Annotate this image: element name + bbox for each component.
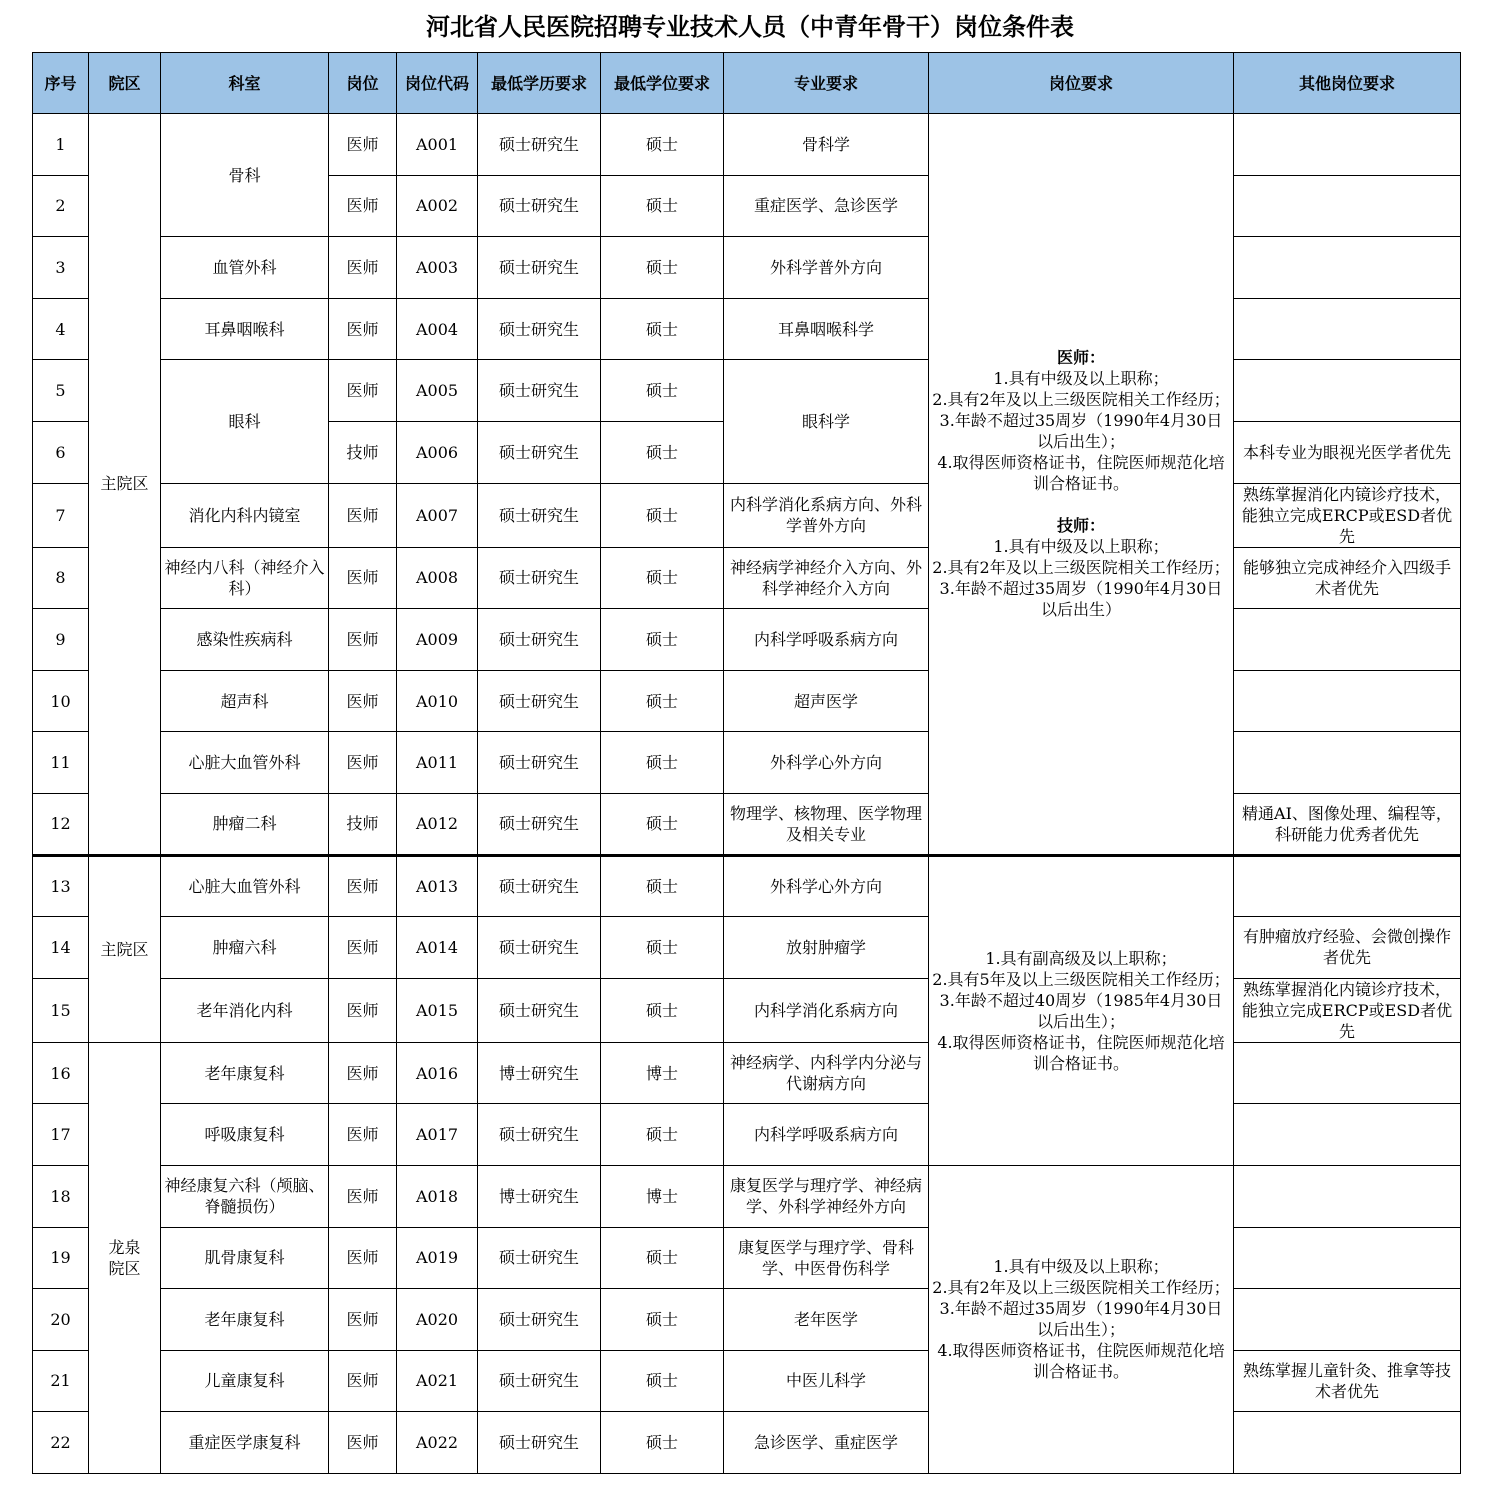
cell-other: 有肿瘤放疗经验、会微创操作者优先 xyxy=(1234,917,1461,979)
header-degree: 最低学位要求 xyxy=(601,53,724,114)
cell-major: 内科学消化系病方向、外科学普外方向 xyxy=(724,483,929,547)
cell-major: 外科学普外方向 xyxy=(724,237,929,299)
cell-dept: 呼吸康复科 xyxy=(161,1104,329,1166)
req-line: 3.年龄不超过35周岁（1990年4月30日以后出生）； xyxy=(939,1299,1223,1340)
cell-dept: 心脏大血管外科 xyxy=(161,855,329,917)
req-line: 1.具有副高级及以上职称； xyxy=(985,948,1177,968)
position-table xyxy=(32,52,1461,1474)
cell-education: 硕士研究生 xyxy=(478,1289,601,1351)
header-campus: 院区 xyxy=(89,53,161,114)
cell-position: 医师 xyxy=(329,483,397,547)
table-row xyxy=(33,114,1461,176)
cell-dept: 肿瘤六科 xyxy=(161,917,329,979)
cell-degree: 硕士 xyxy=(601,732,724,794)
req-line: 2.具有5年及以上三级医院相关工作经历； xyxy=(932,969,1230,989)
cell-education: 硕士研究生 xyxy=(478,855,601,917)
cell-other: 本科专业为眼视光医学者优先 xyxy=(1234,421,1461,483)
cell-dept: 神经内八科（神经介入科） xyxy=(161,547,329,609)
cell-dept: 骨科 xyxy=(161,114,329,237)
cell-no: 22 xyxy=(33,1412,89,1474)
req-line: 3.年龄不超过35周岁（1990年4月30日以后出生） xyxy=(939,579,1223,620)
header-major: 专业要求 xyxy=(724,53,929,114)
table-row xyxy=(33,298,1461,360)
cell-no: 17 xyxy=(33,1104,89,1166)
cell-position: 医师 xyxy=(329,1227,397,1289)
cell-no: 1 xyxy=(33,114,89,176)
cell-degree: 硕士 xyxy=(601,917,724,979)
table-row xyxy=(33,1165,1461,1227)
cell-degree: 硕士 xyxy=(601,1412,724,1474)
req-spacer xyxy=(932,494,1230,515)
table-row xyxy=(33,1104,1461,1166)
cell-no: 6 xyxy=(33,421,89,483)
cell-dept: 肌骨康复科 xyxy=(161,1227,329,1289)
cell-no: 14 xyxy=(33,917,89,979)
cell-dept: 神经康复六科（颅脑、脊髓损伤） xyxy=(161,1165,329,1227)
cell-other: 熟练掌握消化内镜诊疗技术，能独立完成ERCP或ESD者优先 xyxy=(1234,483,1461,547)
req-line: 3.年龄不超过35周岁（1990年4月30日以后出生）； xyxy=(939,411,1223,452)
cell-code: A004 xyxy=(397,298,478,360)
cell-degree: 硕士 xyxy=(601,237,724,299)
cell-education: 硕士研究生 xyxy=(478,732,601,794)
table-row xyxy=(33,670,1461,732)
cell-no: 18 xyxy=(33,1165,89,1227)
cell-education: 硕士研究生 xyxy=(478,237,601,299)
cell-requirements-group2 xyxy=(929,855,1234,1165)
cell-no: 4 xyxy=(33,298,89,360)
cell-no: 20 xyxy=(33,1289,89,1351)
header-code: 岗位代码 xyxy=(397,53,478,114)
cell-no: 12 xyxy=(33,793,89,855)
cell-code: A017 xyxy=(397,1104,478,1166)
cell-campus: 龙泉院区 xyxy=(89,1042,161,1473)
cell-major: 康复医学与理疗学、神经病学、外科学神经外方向 xyxy=(724,1165,929,1227)
cell-major: 内科学呼吸系病方向 xyxy=(724,609,929,671)
cell-major: 放射肿瘤学 xyxy=(724,917,929,979)
cell-position: 医师 xyxy=(329,237,397,299)
cell-code: A001 xyxy=(397,114,478,176)
cell-dept: 感染性疾病科 xyxy=(161,609,329,671)
cell-major: 内科学呼吸系病方向 xyxy=(724,1104,929,1166)
cell-dept: 重症医学康复科 xyxy=(161,1412,329,1474)
cell-position: 技师 xyxy=(329,421,397,483)
cell-code: A011 xyxy=(397,732,478,794)
cell-requirements-group3 xyxy=(929,1165,1234,1473)
cell-other: 熟练掌握消化内镜诊疗技术，能独立完成ERCP或ESD者优先 xyxy=(1234,978,1461,1042)
cell-degree: 博士 xyxy=(601,1042,724,1104)
cell-code: A019 xyxy=(397,1227,478,1289)
cell-position: 医师 xyxy=(329,670,397,732)
cell-other xyxy=(1234,732,1461,794)
cell-education: 硕士研究生 xyxy=(478,114,601,176)
cell-other xyxy=(1234,1165,1461,1227)
cell-position: 医师 xyxy=(329,298,397,360)
cell-code: A022 xyxy=(397,1412,478,1474)
cell-degree: 硕士 xyxy=(601,978,724,1042)
cell-campus: 主院区 xyxy=(89,855,161,1042)
cell-education: 硕士研究生 xyxy=(478,917,601,979)
cell-other xyxy=(1234,1412,1461,1474)
req-line: 4.取得医师资格证书，住院医师规范化培训合格证书。 xyxy=(937,1341,1225,1382)
req-line: 4.取得医师资格证书，住院医师规范化培训合格证书。 xyxy=(937,1032,1225,1073)
cell-position: 技师 xyxy=(329,793,397,855)
cell-other xyxy=(1234,114,1461,176)
cell-code: A020 xyxy=(397,1289,478,1351)
cell-degree: 硕士 xyxy=(601,114,724,176)
req-line: 1.具有中级及以上职称； xyxy=(993,537,1169,557)
table-row xyxy=(33,1042,1461,1104)
cell-code: A003 xyxy=(397,237,478,299)
cell-education: 硕士研究生 xyxy=(478,670,601,732)
cell-education: 硕士研究生 xyxy=(478,483,601,547)
cell-position: 医师 xyxy=(329,1350,397,1412)
cell-major: 外科学心外方向 xyxy=(724,732,929,794)
table-header-row xyxy=(33,53,1461,114)
cell-position: 医师 xyxy=(329,1412,397,1474)
table-row xyxy=(33,609,1461,671)
cell-other xyxy=(1234,1289,1461,1351)
cell-other xyxy=(1234,609,1461,671)
req-doctor-heading: 医师： xyxy=(1056,348,1105,368)
cell-degree: 硕士 xyxy=(601,547,724,609)
cell-code: A007 xyxy=(397,483,478,547)
cell-education: 硕士研究生 xyxy=(478,421,601,483)
cell-other: 能够独立完成神经介入四级手术者优先 xyxy=(1234,547,1461,609)
table-row xyxy=(33,483,1461,547)
cell-degree: 硕士 xyxy=(601,421,724,483)
cell-education: 硕士研究生 xyxy=(478,1350,601,1412)
cell-education: 硕士研究生 xyxy=(478,1104,601,1166)
cell-position: 医师 xyxy=(329,175,397,237)
cell-other xyxy=(1234,670,1461,732)
cell-no: 13 xyxy=(33,855,89,917)
table-row xyxy=(33,978,1461,1042)
header-dept: 科室 xyxy=(161,53,329,114)
cell-education: 硕士研究生 xyxy=(478,175,601,237)
cell-code: A015 xyxy=(397,978,478,1042)
cell-code: A014 xyxy=(397,917,478,979)
page-title: 河北省人民医院招聘专业技术人员（中青年骨干）岗位条件表 xyxy=(426,13,1074,41)
cell-position: 医师 xyxy=(329,609,397,671)
cell-position: 医师 xyxy=(329,547,397,609)
cell-major: 神经病学、内科学内分泌与代谢病方向 xyxy=(724,1042,929,1104)
req-line: 1.具有中级及以上职称； xyxy=(993,369,1169,389)
cell-education: 硕士研究生 xyxy=(478,547,601,609)
cell-position: 医师 xyxy=(329,1104,397,1166)
cell-education: 博士研究生 xyxy=(478,1042,601,1104)
cell-major: 康复医学与理疗学、骨科学、中医骨伤科学 xyxy=(724,1227,929,1289)
cell-education: 硕士研究生 xyxy=(478,978,601,1042)
cell-no: 3 xyxy=(33,237,89,299)
cell-dept: 心脏大血管外科 xyxy=(161,732,329,794)
cell-other xyxy=(1234,1227,1461,1289)
cell-education: 硕士研究生 xyxy=(478,793,601,855)
req-line: 2.具有2年及以上三级医院相关工作经历； xyxy=(932,1278,1230,1298)
cell-code: A016 xyxy=(397,1042,478,1104)
cell-major: 重症医学、急诊医学 xyxy=(724,175,929,237)
cell-code: A006 xyxy=(397,421,478,483)
cell-major: 超声医学 xyxy=(724,670,929,732)
cell-code: A009 xyxy=(397,609,478,671)
cell-no: 19 xyxy=(33,1227,89,1289)
cell-position: 医师 xyxy=(329,1165,397,1227)
cell-dept: 儿童康复科 xyxy=(161,1350,329,1412)
cell-position: 医师 xyxy=(329,1042,397,1104)
cell-degree: 硕士 xyxy=(601,1104,724,1166)
table-row xyxy=(33,1350,1461,1412)
cell-other xyxy=(1234,298,1461,360)
cell-dept: 血管外科 xyxy=(161,237,329,299)
cell-no: 7 xyxy=(33,483,89,547)
table-row xyxy=(33,855,1461,917)
cell-other xyxy=(1234,360,1461,422)
table-row xyxy=(33,1289,1461,1351)
cell-dept: 超声科 xyxy=(161,670,329,732)
cell-position: 医师 xyxy=(329,855,397,917)
cell-degree: 硕士 xyxy=(601,298,724,360)
cell-major: 内科学消化系病方向 xyxy=(724,978,929,1042)
cell-code: A013 xyxy=(397,855,478,917)
cell-dept: 消化内科内镜室 xyxy=(161,483,329,547)
cell-degree: 硕士 xyxy=(601,1227,724,1289)
cell-code: A002 xyxy=(397,175,478,237)
cell-other: 熟练掌握儿童针灸、推拿等技术者优先 xyxy=(1234,1350,1461,1412)
cell-no: 8 xyxy=(33,547,89,609)
cell-code: A010 xyxy=(397,670,478,732)
cell-other xyxy=(1234,1042,1461,1104)
table-row xyxy=(33,1227,1461,1289)
header-no: 序号 xyxy=(33,53,89,114)
cell-degree: 博士 xyxy=(601,1165,724,1227)
cell-major: 老年医学 xyxy=(724,1289,929,1351)
cell-degree: 硕士 xyxy=(601,483,724,547)
cell-major: 神经病学神经介入方向、外科学神经介入方向 xyxy=(724,547,929,609)
cell-education: 硕士研究生 xyxy=(478,360,601,422)
cell-major: 耳鼻咽喉科学 xyxy=(724,298,929,360)
cell-dept: 耳鼻咽喉科 xyxy=(161,298,329,360)
cell-degree: 硕士 xyxy=(601,175,724,237)
cell-major: 急诊医学、重症医学 xyxy=(724,1412,929,1474)
cell-code: A005 xyxy=(397,360,478,422)
cell-no: 11 xyxy=(33,732,89,794)
cell-degree: 硕士 xyxy=(601,855,724,917)
req-tech-heading: 技师： xyxy=(1056,516,1105,536)
cell-position: 医师 xyxy=(329,732,397,794)
cell-dept: 老年康复科 xyxy=(161,1042,329,1104)
cell-position: 医师 xyxy=(329,917,397,979)
cell-major: 物理学、核物理、医学物理及相关专业 xyxy=(724,793,929,855)
cell-degree: 硕士 xyxy=(601,609,724,671)
table-row xyxy=(33,1412,1461,1474)
cell-dept: 老年康复科 xyxy=(161,1289,329,1351)
cell-degree: 硕士 xyxy=(601,670,724,732)
cell-major: 骨科学 xyxy=(724,114,929,176)
cell-education: 硕士研究生 xyxy=(478,1412,601,1474)
cell-code: A021 xyxy=(397,1350,478,1412)
table-row xyxy=(33,237,1461,299)
cell-dept: 老年消化内科 xyxy=(161,978,329,1042)
cell-degree: 硕士 xyxy=(601,793,724,855)
cell-major: 眼科学 xyxy=(724,360,929,483)
cell-degree: 硕士 xyxy=(601,1350,724,1412)
cell-requirements-group1 xyxy=(929,114,1234,856)
req-line: 2.具有2年及以上三级医院相关工作经历； xyxy=(932,390,1230,410)
cell-degree: 硕士 xyxy=(601,1289,724,1351)
table-row xyxy=(33,917,1461,979)
cell-position: 医师 xyxy=(329,1289,397,1351)
table-row xyxy=(33,547,1461,609)
cell-no: 21 xyxy=(33,1350,89,1412)
cell-position: 医师 xyxy=(329,360,397,422)
table-row xyxy=(33,360,1461,422)
cell-no: 10 xyxy=(33,670,89,732)
cell-no: 16 xyxy=(33,1042,89,1104)
cell-no: 2 xyxy=(33,175,89,237)
cell-education: 硕士研究生 xyxy=(478,609,601,671)
cell-no: 9 xyxy=(33,609,89,671)
req-line: 4.取得医师资格证书，住院医师规范化培训合格证书。 xyxy=(937,453,1225,494)
cell-no: 5 xyxy=(33,360,89,422)
cell-other xyxy=(1234,855,1461,917)
cell-other xyxy=(1234,1104,1461,1166)
cell-major: 中医儿科学 xyxy=(724,1350,929,1412)
cell-education: 硕士研究生 xyxy=(478,298,601,360)
req-line: 3.年龄不超过40周岁（1985年4月30日以后出生）； xyxy=(939,990,1223,1031)
cell-other xyxy=(1234,175,1461,237)
cell-major: 外科学心外方向 xyxy=(724,855,929,917)
cell-no: 15 xyxy=(33,978,89,1042)
cell-degree: 硕士 xyxy=(601,360,724,422)
header-other: 其他岗位要求 xyxy=(1234,53,1461,114)
header-position: 岗位 xyxy=(329,53,397,114)
cell-education: 博士研究生 xyxy=(478,1165,601,1227)
cell-campus: 主院区 xyxy=(89,114,161,856)
req-line: 1.具有中级及以上职称； xyxy=(993,1257,1169,1277)
table-row xyxy=(33,793,1461,855)
req-line: 2.具有2年及以上三级医院相关工作经历； xyxy=(932,558,1230,578)
cell-education: 硕士研究生 xyxy=(478,1227,601,1289)
table-row xyxy=(33,732,1461,794)
cell-code: A018 xyxy=(397,1165,478,1227)
cell-code: A012 xyxy=(397,793,478,855)
cell-dept: 肿瘤二科 xyxy=(161,793,329,855)
cell-other xyxy=(1234,237,1461,299)
cell-dept: 眼科 xyxy=(161,360,329,483)
cell-position: 医师 xyxy=(329,114,397,176)
cell-code: A008 xyxy=(397,547,478,609)
header-requirements: 岗位要求 xyxy=(929,53,1234,114)
cell-other: 精通AI、图像处理、编程等，科研能力优秀者优先 xyxy=(1234,793,1461,855)
cell-position: 医师 xyxy=(329,978,397,1042)
header-education: 最低学历要求 xyxy=(478,53,601,114)
